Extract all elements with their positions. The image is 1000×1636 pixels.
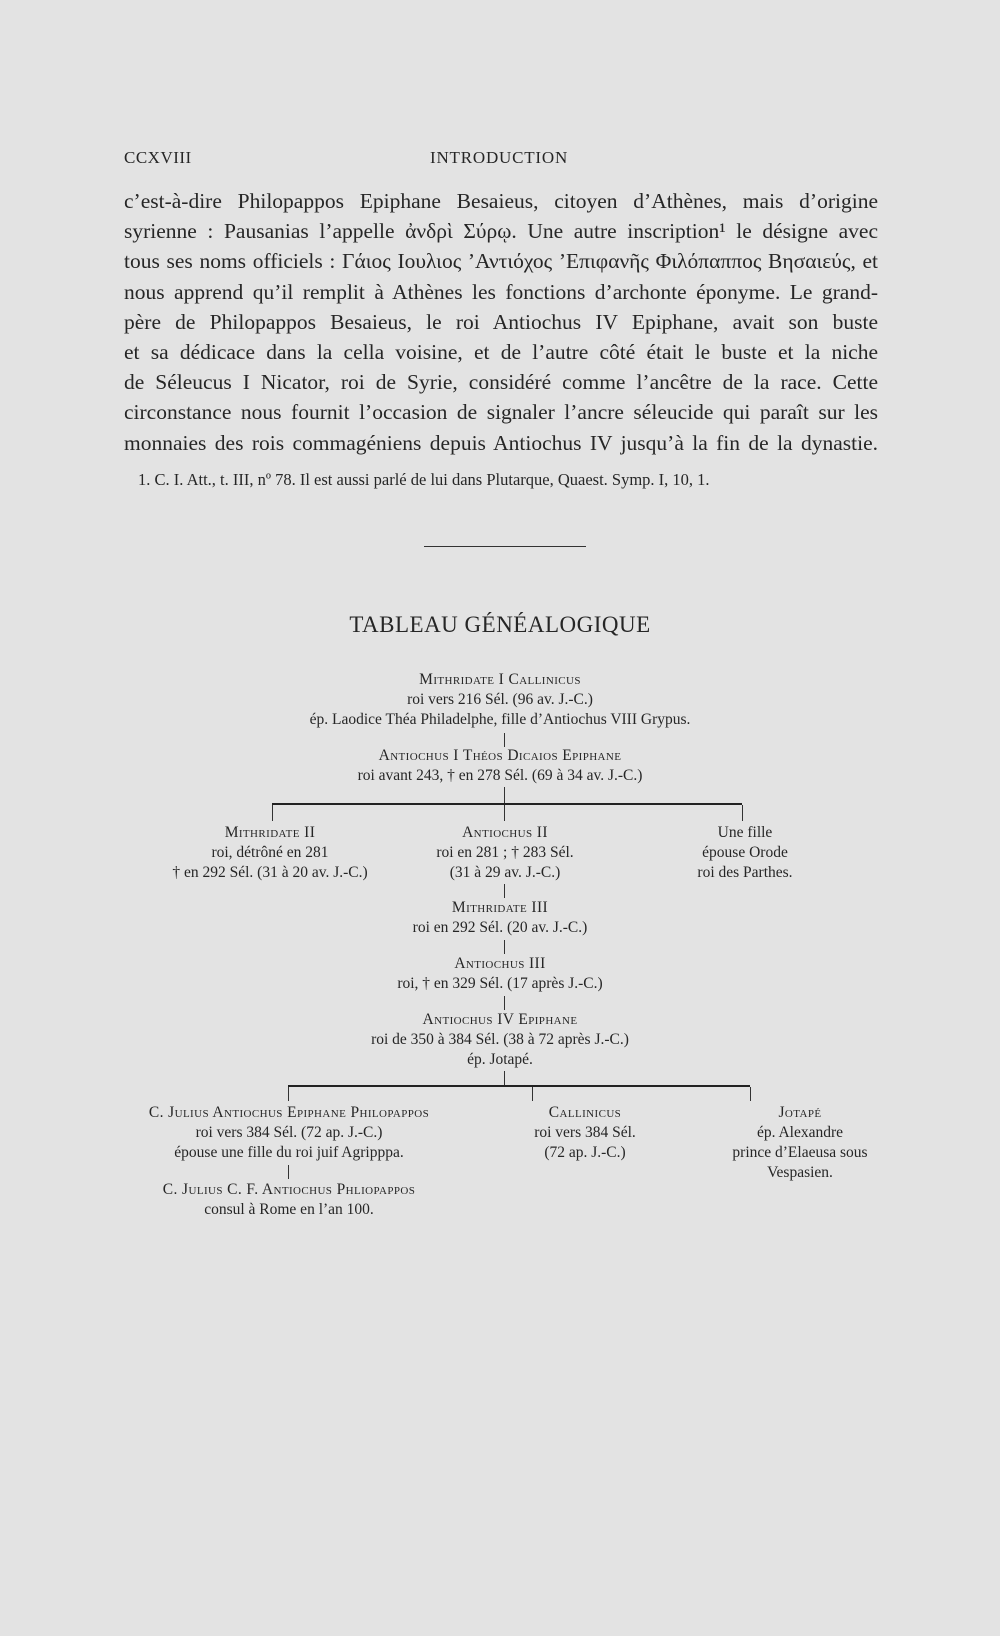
person-name: Antiochus II [462, 824, 548, 841]
person-antiochus-3 [300, 954, 700, 994]
person-name: Jotapé [778, 1104, 822, 1121]
page-number: CCXVIII [124, 148, 192, 167]
person-antiochus-4 [250, 1010, 750, 1070]
person-name: Mithridate I Callinicus [419, 671, 581, 688]
person-detail: ép. Alexandre [756, 1124, 844, 1141]
person-name: Antiochus IV Epiphane [422, 1011, 578, 1028]
person-antiochus-1 [200, 746, 800, 786]
tree-connector [504, 805, 505, 821]
tree-connector [504, 940, 505, 954]
footnote: 1. C. I. Att., t. III, nº 78. Il est aussi parlé de lui dans Plutarque, Quaest. Symp. I, 10, 1. [138, 470, 710, 489]
tree-connector [288, 1087, 289, 1101]
tree-connector [504, 996, 505, 1010]
person-detail: consul à Rome en l’an 100. [204, 1201, 374, 1218]
person-name: Mithridate III [451, 899, 549, 916]
person-detail: † en 292 Sél. (31 à 20 av. J.-C.) [172, 864, 368, 881]
person-antiochus-2 [380, 823, 630, 883]
person-detail: roi, † en 329 Sél. (17 après J.-C.) [397, 975, 603, 992]
tree-connector [272, 805, 273, 821]
table-title: TABLEAU GÉNÉALOGIQUE [349, 612, 651, 637]
person-detail: roi vers 384 Sél. [534, 1124, 636, 1141]
body-line: syrienne : Pausanias l’appelle ἀνδρὶ Σύρῳ. Une autre inscription¹ le désigne avec [124, 219, 878, 244]
tree-connector [504, 787, 505, 803]
person-name: Mithridate II [224, 824, 316, 841]
body-line: monnaies des rois commagéniens depuis Antiochus IV jusqu’à la fin de la dynastie. [124, 430, 878, 455]
person-detail: roi avant 243, † en 278 Sél. (69 à 34 av. J.-C.) [357, 767, 643, 784]
person-name: C. Julius C. F. Antiochus Phliopappos [162, 1181, 416, 1198]
person-philopappos [114, 1103, 464, 1163]
tree-connector [504, 884, 505, 898]
person-detail: épouse une fille du roi juif Agripppa. [174, 1144, 404, 1161]
person-mithridate-1 [200, 670, 800, 730]
person-detail: (72 ap. J.-C.) [544, 1144, 626, 1161]
person-une-fille [650, 823, 840, 883]
body-line: nous apprend qu’il remplit à Athènes les fonctions d’archonte éponyme. Le grand- [124, 279, 878, 304]
tree-connector [532, 1087, 533, 1101]
tree-connector [504, 1071, 505, 1085]
body-line: tous ses noms officiels : Γάιος Ιουλιος ’Αντιόχος ’Επιφανῆς Φιλόπαππος Βησαιεύς, et [124, 249, 878, 274]
tree-bracket [288, 1085, 750, 1087]
body-line: circonstance nous fournit l’occasion de signaler l’ancre séleucide qui paraît sur les [124, 400, 878, 425]
person-mithridate-2 [120, 823, 420, 883]
person-philopappos-son [114, 1180, 464, 1220]
body-line: c’est-à-dire Philopappos Epiphane Besaieus, citoyen d’Athènes, mais d’origine [124, 189, 878, 213]
person-detail: roi des Parthes. [697, 864, 793, 881]
person-mithridate-3 [300, 898, 700, 938]
section-divider [424, 546, 586, 547]
person-name: C. Julius Antiochus Epiphane Philopappos [148, 1104, 430, 1121]
tree-connector [288, 1165, 289, 1179]
person-detail: roi vers 384 Sél. (72 ap. J.-C.) [195, 1124, 383, 1141]
person-detail: prince d’Elaeusa sous [732, 1144, 868, 1161]
body-line: père de Philopappos Besaieus, le roi Antiochus IV Epiphane, avait son buste [124, 309, 878, 334]
person-name: Callinicus [548, 1104, 622, 1121]
tree-connector [504, 733, 505, 747]
person-detail: roi en 292 Sél. (20 av. J.-C.) [412, 919, 588, 936]
person-name: Antiochus III [454, 955, 546, 972]
person-detail: roi, détrôné en 281 [211, 844, 329, 861]
person-detail: Vespasien. [767, 1164, 833, 1181]
person-detail: roi vers 216 Sél. (96 av. J.-C.) [407, 691, 593, 708]
tree-bracket [272, 803, 742, 805]
body-paragraph [124, 186, 878, 458]
person-detail: ép. Jotapé. [467, 1051, 533, 1068]
body-line: et sa dédicace dans la cella voisine, et de l’autre côté était le buste et la niche [124, 339, 878, 364]
person-detail: roi de 350 à 384 Sél. (38 à 72 après J.-C.) [371, 1031, 629, 1048]
person-callinicus [500, 1103, 670, 1163]
person-jotape [700, 1103, 900, 1183]
person-detail: épouse Orode [702, 844, 788, 861]
person-detail: ép. Laodice Théa Philadelphe, fille d’Antiochus VIII Grypus. [309, 711, 691, 728]
tree-connector [742, 805, 743, 821]
body-line: de Séleucus I Nicator, roi de Syrie, considéré comme l’ancêtre de la race. Cette [124, 370, 878, 395]
person-detail: (31 à 29 av. J.-C.) [449, 864, 561, 881]
running-title: INTRODUCTION [430, 148, 569, 167]
person-name: Antiochus I Théos Dicaios Epiphane [378, 747, 622, 764]
person-detail: roi en 281 ; † 283 Sél. [436, 844, 574, 861]
tree-connector [750, 1087, 751, 1101]
person-name: Une fille [717, 824, 773, 841]
